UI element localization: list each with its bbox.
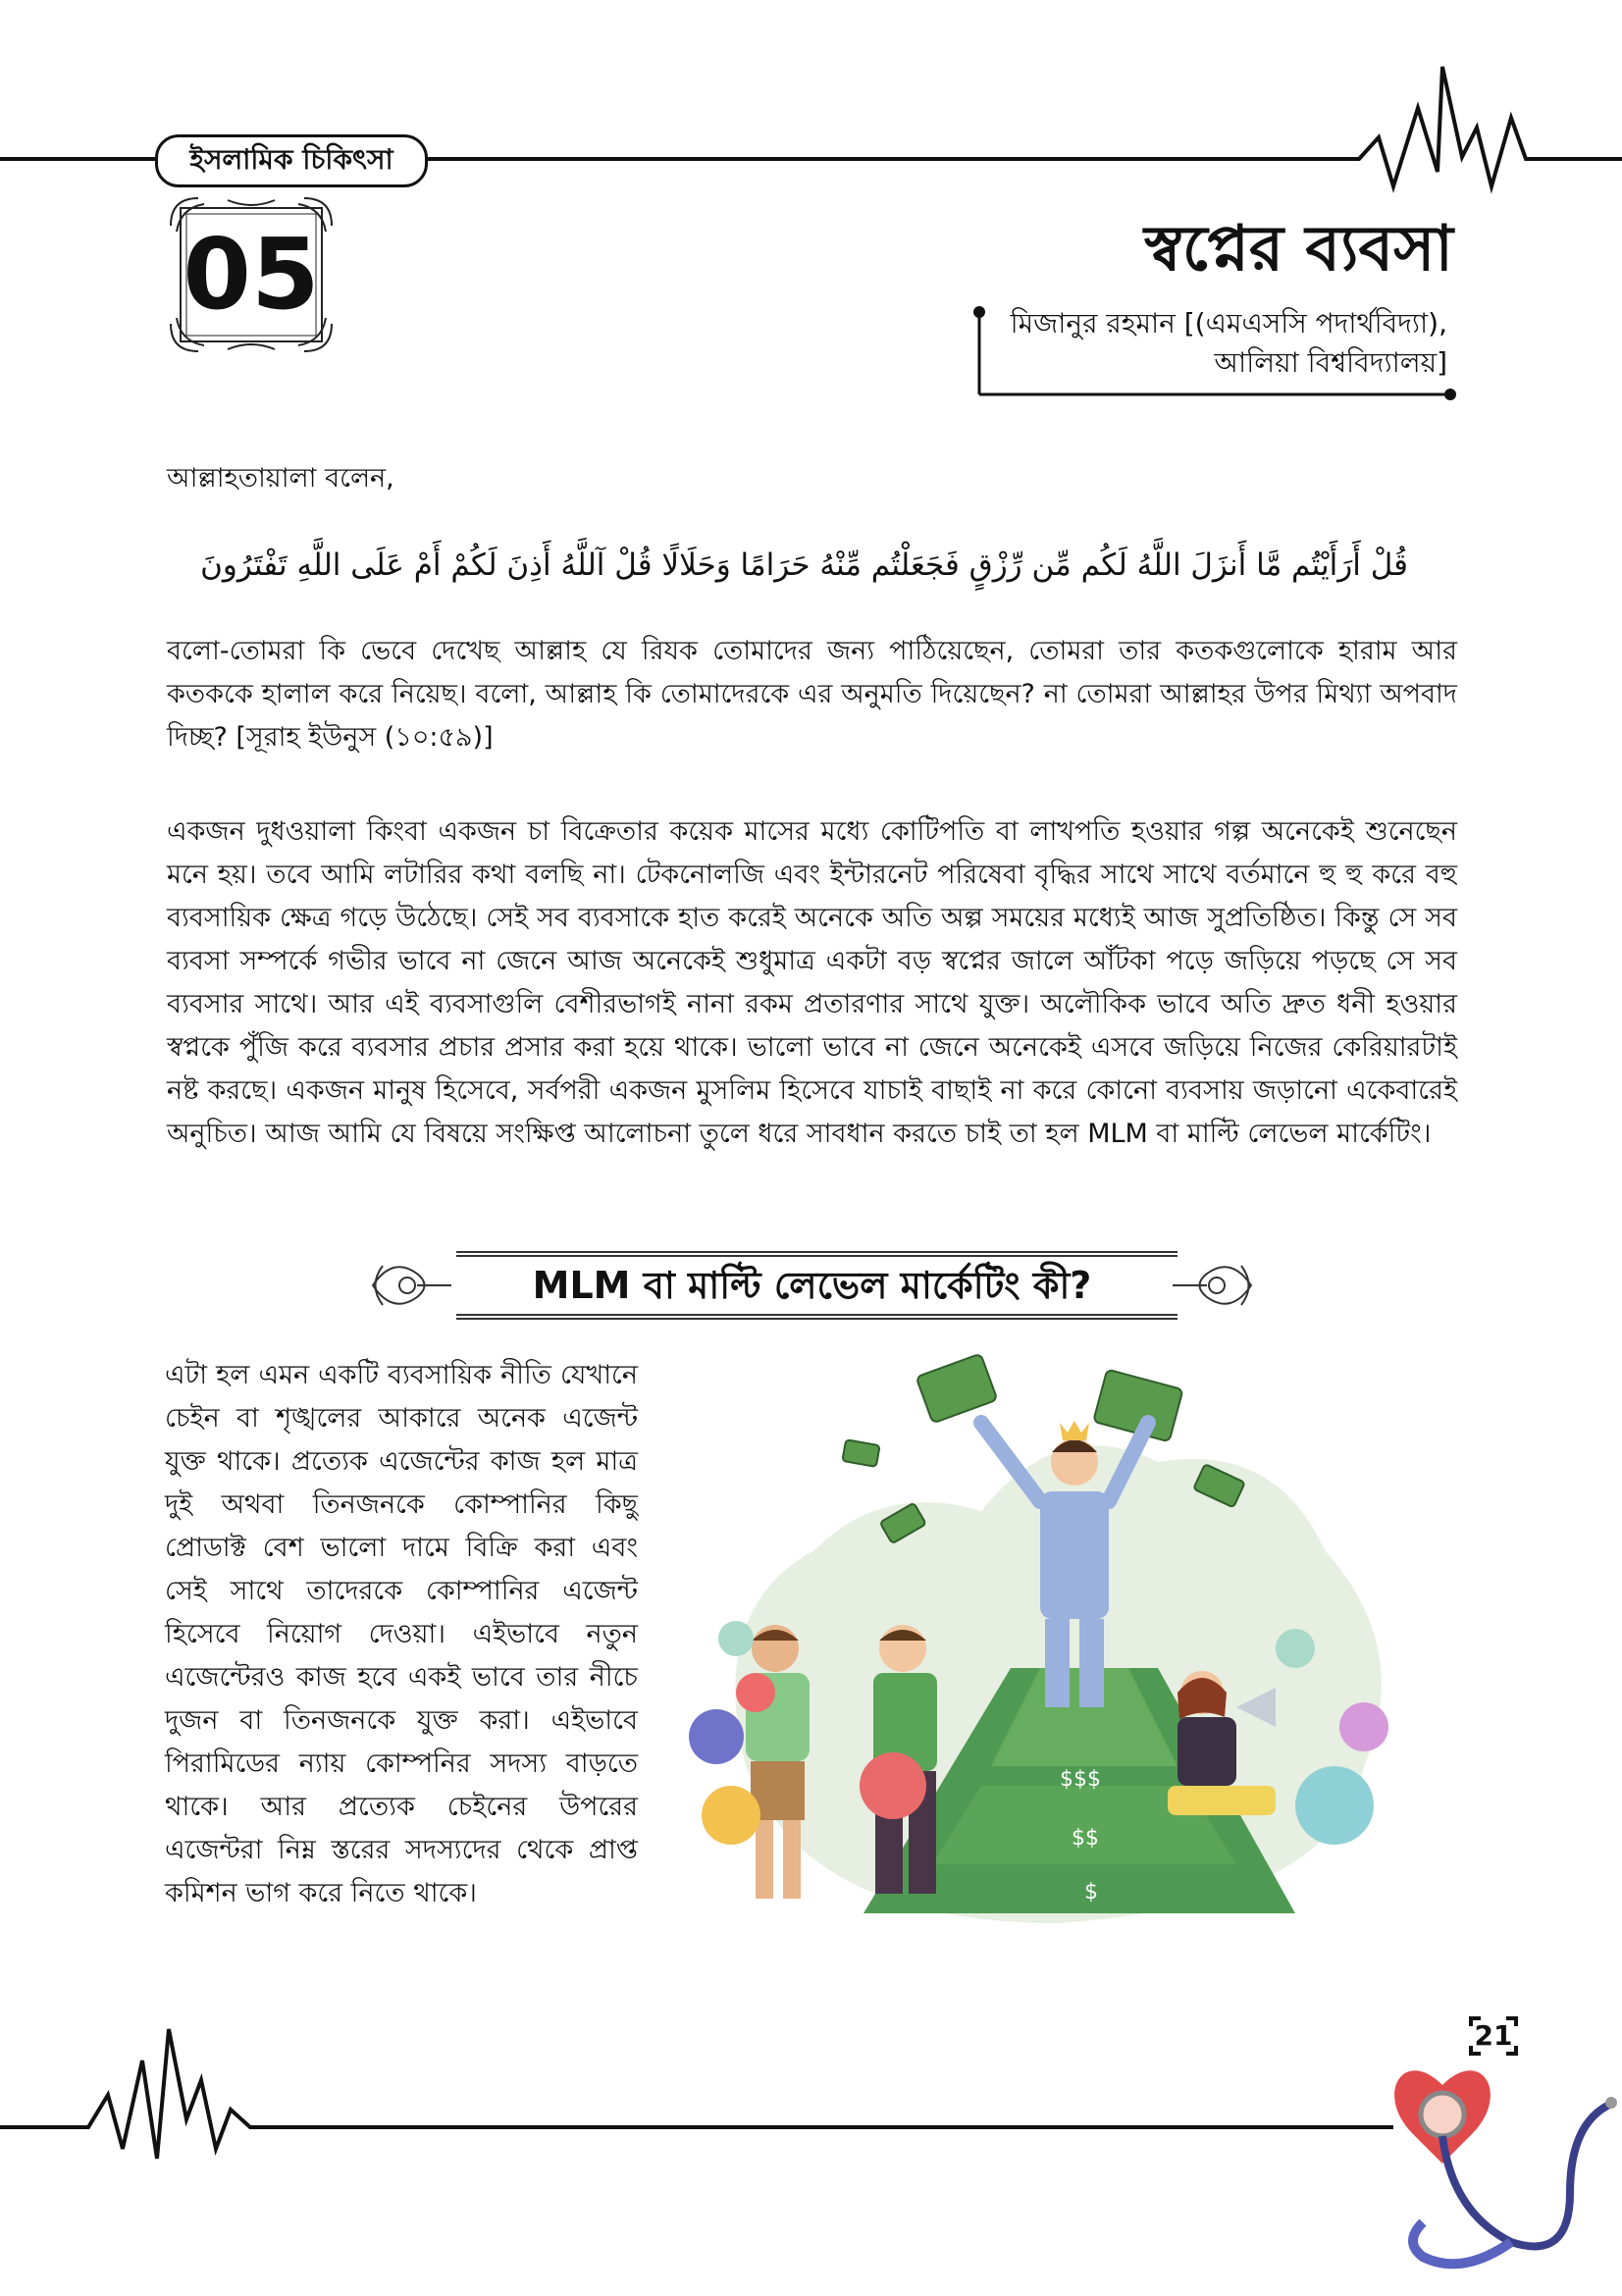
dollar-label-top: $$$: [1060, 1767, 1101, 1792]
section-tag: ইসলামিক চিকিৎসা: [155, 134, 428, 187]
subheading: MLM বা মাল্টি লেভেল মার্কেটিং কী?: [532, 1264, 1092, 1307]
main-paragraph: একজন দুধওয়ালা কিংবা একজন চা বিক্রেতার কয়েক মাসের মধ্যে কোটিপতি বা লাখপতি হওয়ার গল্প অনেকেই শুনেছেন মনে হয়। তবে আমি লটারির কথা বলছি না। টেকনোলজি এবং ইন্টারনেট পরিষেবা বৃদ্ধির সাথে সাথে বর্তমানে হু হু করে বহু ব্যবসায়িক ক্ষেত্র গড়ে উঠেছে। সেই সব ব্যবসাকে হাত করেই অনেকে অতি অল্প সময়ের মধ্যেই আজ সুপ্রতিষ্ঠিত। কিন্তু সে সব ব্যবসা সম্পর্কে গভীর ভাবে না জেনে আজ অনেকেই শুধুমাত্র একটা বড় স্বপ্নের জালে আঁটকা পড়ে জড়িয়ে পড়ছে সে সব ব্যবসার সাথে। আর এই ব্যবসাগুলি বেশীরভাগই নানা রকম প্রতারণার সাথে যুক্ত। অলৌকিক ভাবে অতি দ্রুত ধনী হওয়ার স্বপ্নকে পুঁজি করে ব্যবসার প্রচার প্রসার করা হয়ে থাকে। ভালো ভাবে না জেনে অনেকেই এসবে জড়িয়ে নিজের কেরিয়ারটাই নষ্ট করছে। একজন মানুষ হিসেবে, সর্বপরী একজন মুসলিম হিসেবে যাচাই বাছাই না করে কোনো ব্যবসায় জড়ানো একেবারেই অনুচিত। আজ আমি যে বিষয়ে সংক্ষিপ্ত আলোচনা তুলে ধরে সাবধান করতে চাই তা হল MLM বা মাল্টি লেভেল মার্কেটিং।: [167, 816, 1457, 1149]
chapter-number: 05: [183, 217, 320, 332]
author-line-2: আলিয়া বিশ্ববিদ্যালয়]: [1214, 346, 1447, 379]
dollar-label-mid: $$: [1072, 1826, 1099, 1851]
mlm-pyramid-illustration: [687, 1354, 1423, 1943]
dollar-label-bottom: $: [1084, 1880, 1098, 1905]
page-number: 21: [1474, 2019, 1513, 2052]
article-title: স্বপ্নের ব্যবসা: [1144, 212, 1453, 286]
chapter-number-box: [169, 196, 334, 353]
quote-lead: আল্লাহতায়ালা বলেন,: [167, 463, 394, 494]
stethoscope-heart-icon: [1384, 2046, 1619, 2296]
subheading-banner: [363, 1246, 1261, 1325]
bottom-heartbeat-line: [0, 2029, 1393, 2159]
verse-translation: বলো-তোমরা কি ভেবে দেখেছ আল্লাহ যে রিযক তোমাদের জন্য পাঠিয়েছেন, তোমরা তার কতকগুলোকে হারাম আর কতককে হালাল করে নিয়েছ। বলো, আল্লাহ কি তোমাদেরকে এর অনুমতি দিয়েছেন? না তোমরা আল্লাহর উপর মিথ্যা অপবাদ দিচ্ছ? [সূরাহ ইউনুস (১০:৫৯)]: [167, 636, 1457, 753]
author-block: [976, 304, 1452, 398]
column-paragraph: এটা হল এমন একটি ব্যবসায়িক নীতি যেখানে চেইন বা শৃঙ্খলের আকারে অনেক এজেন্ট যুক্ত থাকে। প্রত্যেক এজেন্টের কাজ হল মাত্র দুই অথবা তিনজনকে কোম্পানির কিছু প্রোডাক্ট বেশ ভালো দামে বিক্রি করা এবং সেই সাথে তাদেরকে কোম্পানির এজেন্ট হিসেবে নিয়োগ দেওয়া। এইভাবে নতুন এজেন্টেরও কাজ হবে একই ভাবে তার নীচে দুজন বা তিনজনকে যুক্ত করা। এইভাবে পিরামিডের ন্যায় কোম্পনির সদস্য বাড়তে থাকে। আর প্রত্যেক চেইনের উপরের এজেন্টরা নিম্ন স্তরের সদস্যদের থেকে প্রাপ্ত কমিশন ভাগ করে নিতে থাকে।: [165, 1360, 638, 1908]
arabic-verse: قُلْ أَرَأَيْتُم مَّا أَنزَلَ اللَّهُ لَكُم مِّن رِّزْقٍ فَجَعَلْتُم مِّنْهُ حَرَامًا وَحَلَالًا قُلْ آللَّهُ أَذِنَ لَكُمْ أَمْ عَلَى اللَّهِ تَفْتَرُونَ: [200, 548, 1408, 583]
author-line-1: মিজানুর রহমান [(এমএসসি পদার্থবিদ্যা),: [1010, 307, 1447, 339]
